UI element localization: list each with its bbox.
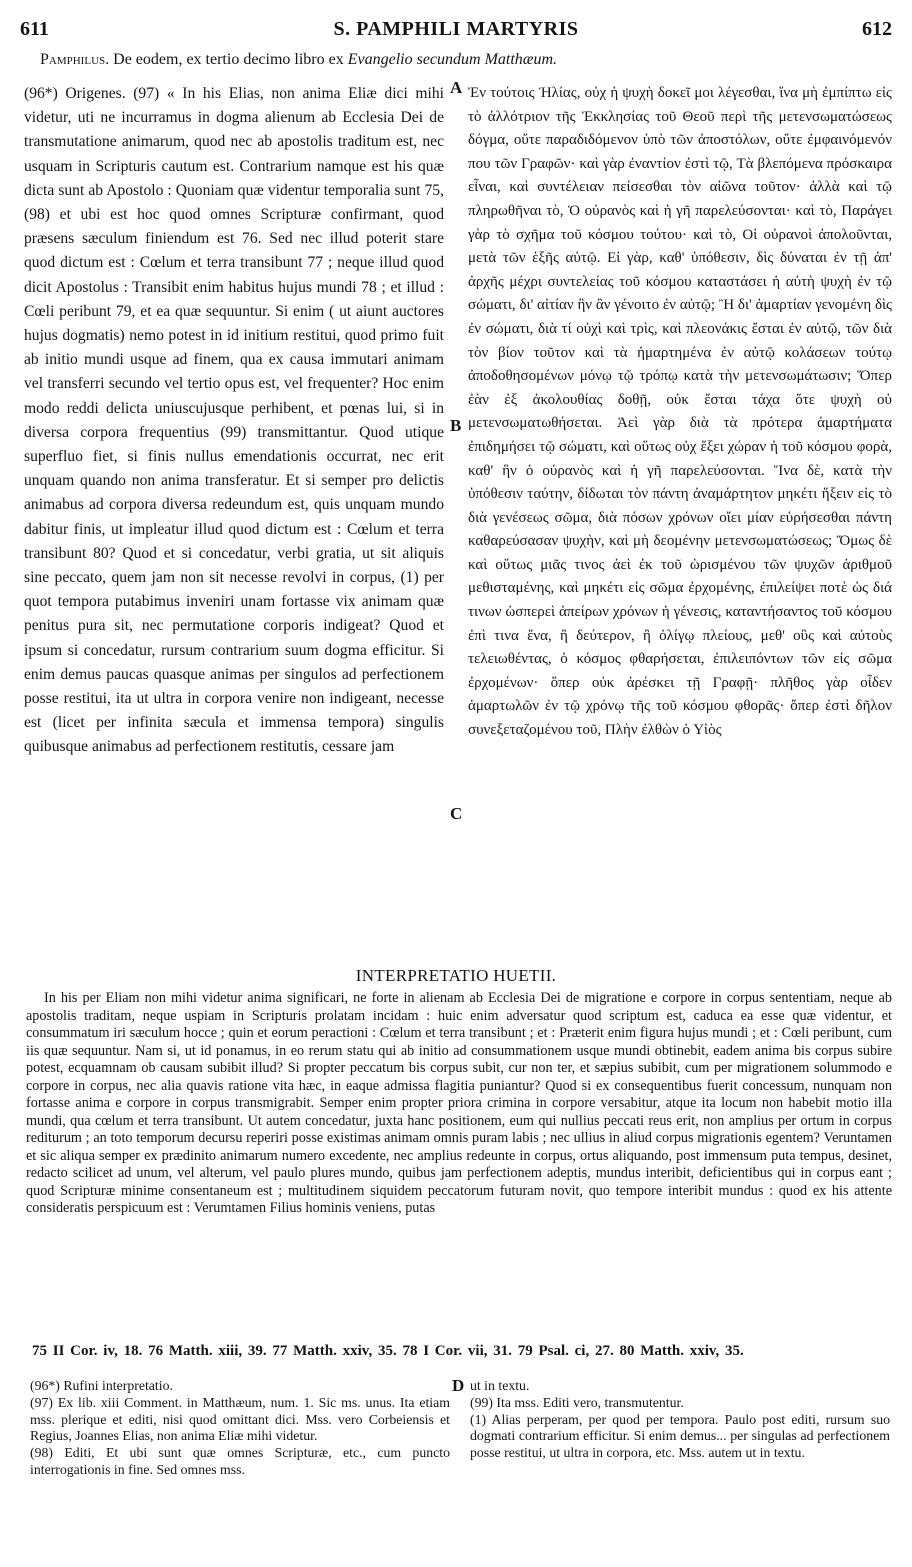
footnote: (96*) Rufini interpretatio. (30, 1378, 173, 1393)
footnote: ut in textu. (470, 1378, 530, 1393)
page-number-right: 612 (862, 18, 892, 40)
subtitle-book: Evangelio secundum Matthæum. (347, 51, 558, 68)
interpretatio-paragraph: In his per Eliam non mihi videtur anima significari, ne forte in alienam ab Ecclesia Dei de migratione e corpore in corpus sententiam, neque ab apostolis traditam, neque uspiam in Scripturis prolatam incidam : huic enim adversatur quod scriptum est, caduca ea esse quæ videntur, et consummatum iri sæculum hocce ; quin et eorum peractioni : Cœlum et terra transibunt ; et : Præterit enim figura hujus mundi ; et : Cœli peribunt, cum iis quæ sequuntur. Nam si, ut id ponamus, in eo rerum statu qui ab initio ad consummationem usque mundi obtinebit, eadem anima bis corpus subire potest, ecquamnam ob causam subibit illud? Si propter peccatum bis corpus subit, cur non ter, et sæpius subibit, cum per migrationem solummodo e corpore in corpus, nec alia quavis ratione vita hæc, in eaque admissa flagitia puniantur? Quod si ex consequentibus fuerit concessum, nunquam non fortasse anima e corpore in corpus transmigrabit. Semper enim propter priora crimina in corpore versabitur, atque ita locum non habebit motio illa mundi, qua cœlum et terra transibunt. Ut autem concedatur, juxta hanc positionem, eum qui nullius peccati reus erit, non amplius per ortum in corpus rediturum ; an toto temporum decursu reperiri posse existimas animam omnis puram labis ; nec ullius in aliud corpus migrationis egentem? Veruntamen et sic aliqua semper ex prædinito animarum numero excedente, nec amplius redeunte in corpus, ortus aliquando, post immensum puta tempus, desinet, redacto scilicet ad unum, vel alterum, vel paulo plures mundo, quibus jam perfectionem adeptis, mundus interibit, deficientibus qui in corpus eant ; quod Scripturæ minime consentaneum est ; multitudinem siquidem peccatorum futuram novit, quo tempore interibit mundus : quod ex his attente consideratis perspicuum est : Verumtamen Filius hominis veniens, putas (26, 990, 892, 1216)
footnote: (99) Ita mss. Editi vero, transmutentur. (470, 1394, 684, 1410)
latin-column: (96*) Origenes. (97) « In his Elias, non anima Eliæ dici mihi videtur, uti ne incurramus in dogma alienum ab Ecclesia Dei de transmutatione animarum, quod nec ab apostolis traditum est, nec usquam in Scripturis cautum est. Contrarium namque est his quæ dicta sunt ab Apostolo : Quoniam quæ videntur temporalia sunt 75, (98) et ubi est hoc quod omnes Scripturæ confirmant, quod præsens sæculum finiendum est 76. Sed nec illud poterit stare quod dictum est : Cœlum et terra transibunt 77 ; neque illud quod dicit Apostolus : Transibit enim habitus hujus mundi 78 ; et illud : Cœli peribunt 79, et ea quæ sequuntur. Si enim ( ut aiunt auctores hujus dogmatis) nemo potest in id initium restitui, quod primo fuit ab initio mundi usque ad finem, qua ex causa immutari animam vel transferri secundo vel tertio opus est, vel frequenter? Hoc enim modo reddi delicta uniuscujusque perhibent, et pœnas lui, si in diversa corpora frequentius (99) transmittantur. Quod utique superfluo fiet, si finis nullus emendationis occurrat, nec erit unquam quando non anima transferatur. Et si semper pro delictis animabus ad corpora diversa redeundum est, quis unquam mundo dabitur finis, ut impleatur illud quod dictum est : Cœlum et terra transibunt 80? Quod et si concedatur, verbi gratia, ut sit aliquis sine peccato, quem jam non sit necesse revolvi in corpus, (1) per quot tempora putabimus inveniri unam fortasse vix animam quæ penitus pura sit, nec permutatione corporis indigeat? Quod et ipsum si concedatur, rursum contrarium suum dogma efficitur. Si enim demus paucas quasque animas per singulos ad perfectionem posse restitui, ita ut ultra in corpora venire non indigeant, necesse est (licet per infinita sæcula et immensa tempora) singulis quibusque animabus ad perfectionem restitutis, cessare jam (24, 85, 444, 756)
greek-column: Ἐν τούτοις Ἠλίας, οὐχ ἡ ψυχὴ δοκεῖ μοι λέγεσθαι, ἵνα μὴ ἐμπίπτω εἰς τὸ ἀλλότριον τῆς Ἐκκλησίας τοῦ Θεοῦ περὶ τῆς μετενσωματώσεως δόγμα, οὔτε παραδιδόμενον ὑπὸ τῶν ἀποστόλων, οὔτε ἐμφαινόμενόν που τῶν Γραφῶν· καὶ γὰρ ἐναντίον ἐστὶ τῷ, Τὰ βλεπόμενα πρόσκαιρα εἶναι, καὶ συντέλειαν πείσεσθαι τὸν αἰῶνα τοῦτον· ἀλλὰ καὶ τῷ πληρωθῆναι τὸ, Ὁ οὐρανὸς καὶ ἡ γῆ παρελεύσονται· καὶ τὸ, Παράγει γὰρ τὸ σχῆμα τοῦ κόσμου τούτου· καὶ τὸ, Οἱ οὐρανοὶ ἀπολοῦνται, μετὰ τῶν ἑξῆς αὐτῷ. Εἰ γὰρ, καθ' ὑπόθεσιν, δὶς δύναται ἐν τῇ ἀπ' ἀρχῆς μέχρι συντελείας τοῦ κόσμου καταστάσει ἡ αὐτὴ ψυχὴ ἐν τῷ σώματι, δι' αἰτίαν ἣν ἂν γένοιτο ἐν αὐτῷ; Ἢ δι' ἁμαρτίαν γενομένη δὶς ἐν σώματι, διὰ τί οὐχὶ καὶ τρὶς, καὶ πλεονάκις ἔσται ἐν αὐτῷ, τῶν διὰ τὸν βίον τοῦτον καὶ τὰ ἡμαρτημένα ἐν αὐτῷ κολάσεων τούτῳ ἀποδοθησομένων μόνῳ τῷ τρόπῳ κατὰ τὴν μετενσωμάτωσιν; Ὅπερ ἐὰν ἐξ ἀκολουθίας δοθῇ, οὐκ ἔσται τάχα ὅτε ψυχὴ οὐ μετενσωματωθήσεται. Ἀεὶ γὰρ διὰ τὰ πρότερα ἁμαρτήματα ἐπιδημήσει τῷ σώματι, καὶ οὕτως οὐχ ἕξει χώραν ἡ τοῦ κόσμου φορὰ, καθ' ἣν ὁ οὐρανὸς καὶ ἡ γῆ παρελεύσονται. Ἵνα δὲ, κατὰ τὴν ὑπόθεσιν ταύτην, δίδωται τὸν πάντη ἀναμάρτητον μηκέτι ἥξειν εἰς τὸ διὰ γενέσεως σῶμα, διὰ πόσων χρόνων οἴει μίαν εὑρήσεσθαι πάντη καθαρεύσασαν ψυχὴν, καὶ μὴ δεομένην μετενσωματώσεως; Ὅμως δὲ καὶ οὕτως μιᾶς τινος ἀεὶ ἐκ τοῦ ὡρισμένου τῶν ψυχῶν ἀριθμοῦ μεθισταμένης, καὶ μηκέτι εἰς σῶμα ἐρχομένης, ἐπιλείψει ποτὲ ὡς διά τινων ὡσπερεὶ ἀπείρων χρόνων ἡ γένεσις, καταντήσαντος τοῦ κόσμου ἐπὶ τινα ἕνα, ἢ δεύτερον, ἢ ὀλίγῳ πλείους, μεθ' οὓς καὶ αὐτοὺς τελειωθέντας, ὁ κόσμος φθαρήσεται, ἐπιλειπόντων τῶν εἰς σῶμα ἐρχομένων· ὅπερ οὐκ ἀρέσκει τῇ Γραφῇ· πλῆθος γὰρ οἶδεν ἁμαρτωλῶν ἐν τῷ χρόνῳ τῆς τοῦ κόσμου φθορᾶς· ὅπερ ἐστὶ δῆλον συνεξεταζομένου τοῦ, Πλὴν ἐλθὼν ὁ Υἱὸς (468, 85, 892, 739)
margin-marker-b: B (450, 416, 462, 435)
interpretatio-heading: INTERPRETATIO HUETII. (355, 966, 557, 985)
running-title: S. PAMPHILI MARTYRIS (333, 18, 579, 40)
footnote: (97) Ex lib. xiii Comment. in Matthæum, num. 1. Sic ms. unus. Ita etiam mss. plerique et editi, nisi quod omittant dici. Mss. vero Corbeiensis et Regius, Joannes Elias, non anima Eliæ mihi videtur. (30, 1394, 450, 1444)
interpretatio-text (26, 990, 892, 1218)
subtitle-author: Pamphilus. (40, 51, 110, 68)
page-number-left: 611 (20, 18, 49, 40)
margin-marker-a: A (450, 78, 463, 97)
section-subtitle (40, 50, 888, 70)
footnotes-left (30, 1378, 450, 1479)
page-header (20, 18, 892, 44)
footnote: (1) Alias perperam, per quod per tempora. Paulo post editi, rursum suo dogmati contrarium efficitur. Si enim demus... per singulas ad perfectionem posse restitui, ut ultra in corpora, etc. Mss. autem ut in textu. (470, 1411, 890, 1461)
margin-marker-d: D (452, 1376, 465, 1395)
footnote: (98) Editi, Et ubi sunt quæ omnes Scripturæ, etc., cum puncto interrogationis in fine. Sed omnes mss. (30, 1445, 450, 1477)
scripture-references: 75 II Cor. iv, 18. 76 Matth. xiii, 39. 77 Matth. xxiv, 35. 78 I Cor. vii, 31. 79 Psal. ci, 27. 80 Matth. xxiv, 35. (32, 1343, 744, 1359)
subtitle-text: De eodem, ex tertio decimo libro ex (113, 51, 348, 68)
footnotes-right (470, 1378, 890, 1462)
margin-marker-c: C (450, 804, 463, 823)
